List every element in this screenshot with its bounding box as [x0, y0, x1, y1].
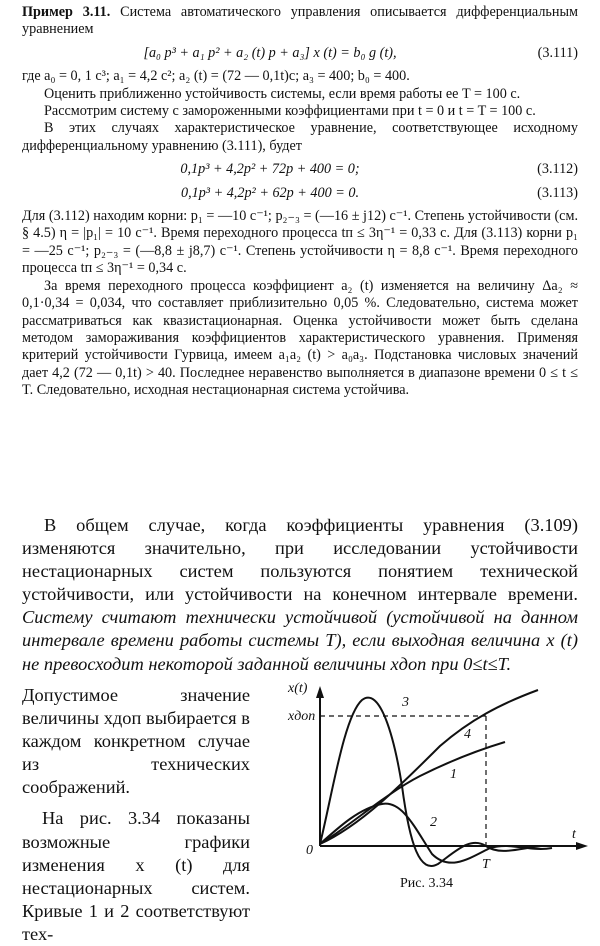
- equation-3-112: [22, 161, 578, 178]
- frozen-coeffs-line: Рассмотрим систему с замороженными коэффициентами при t = 0 и t = T = 100 с.: [44, 103, 536, 120]
- equation-3-111: [22, 45, 578, 62]
- definition-text: Систему считают технически устойчивой (устойчивой на данном интервале времени работы системы T), если выходная величина x (t) не превосходит некоторой заданной величины xдоп при 0≤t≤T.: [22, 607, 578, 674]
- t-label: T: [482, 857, 490, 872]
- example-section: [22, 4, 578, 400]
- x-axis-arrow: [576, 842, 588, 850]
- xdop-label: xдоп: [288, 709, 316, 724]
- y-axis-label: x(t): [288, 681, 308, 696]
- figure-3-34: [290, 676, 592, 898]
- equation-number: (3.113): [537, 184, 578, 201]
- intro-text: Система автоматического управления описывается дифференциальным уравнением: [22, 4, 578, 38]
- curve-1-label: 1: [450, 767, 457, 782]
- general-case-paragraph: [22, 514, 578, 676]
- equation-number: (3.112): [537, 161, 578, 178]
- curve-3: [320, 698, 542, 866]
- char-equation-line: В этих случаях характеристическое уравнение, соответствующее исходному дифференциальному уравнению (3.111), будет: [22, 120, 578, 154]
- equation-text: [a₀ p³ + a₁ p² + a₂ (t) p + a₃] x (t) = b₀ g (t),: [143, 44, 397, 61]
- figure-graph: [290, 676, 592, 898]
- equation-number: (3.111): [537, 44, 578, 61]
- technical-stability-section: [22, 514, 578, 676]
- general-case-text: В общем случае, когда коэффициенты уравнения (3.109) изменяются значительно, при исследовании устойчивости нестационарных систем пользуются понятием технической устойчивости, или устойчивости на конечном интервале времени.: [22, 515, 578, 605]
- coefficients-line: где a₀ = 0, 1 с³; a₁ = 4,2 с²; a₂ (t) = (72 — 0,1t)с; a₃ = 400; b₀ = 400.: [22, 68, 410, 85]
- bottom-left-text: [22, 684, 250, 946]
- coefficient-change-paragraph: За время переходного процесса коэффициент a₂ (t) изменяется на величину Δa₂ ≈ 0,1·0,34 = 0,034, что составляет приблизительно 0,05 %. Следовательно, система может рассматриваться как квазистационарная. Оценка устойчивости может быть сделана методом замораживания коэффициентов характеристического уравнения. Применяя критерий устойчивости Гурвица, имеем a₁a₂ (t) > a₀a₃. Подстановка числовых значений дает 4,2 (72 — 0,1t) > 40. Последнее неравенство выполняется в диапазоне времени 0 ≤ t ≤ T. Следовательно, исходная нестационарная система устойчива.: [22, 277, 578, 399]
- equation-text: 0,1p³ + 4,2p² + 62p + 400 = 0.: [180, 184, 360, 201]
- figure-caption: Рис. 3.34: [400, 876, 453, 891]
- x-axis-label: t: [572, 827, 576, 842]
- origin-label: 0: [306, 843, 313, 858]
- curve-2-label: 2: [430, 815, 437, 830]
- y-axis-arrow: [316, 686, 324, 698]
- equation-text: 0,1p³ + 4,2p² + 72p + 400 = 0;: [180, 161, 360, 178]
- allowed-value-paragraph: Допустимое значение величины xдоп выбирается в каждом конкретном случае из технических соображений.: [22, 685, 250, 798]
- example-intro: [22, 4, 578, 39]
- equation-3-113: [22, 185, 578, 202]
- curve-4-label: 4: [464, 727, 471, 742]
- figure-reference-paragraph: На рис. 3.34 показаны возможные графики изменения x (t) для нестационарных систем. Кривые 1 и 2 соответствуют тех-: [22, 808, 250, 944]
- roots-paragraph: Для (3.112) находим корни: p₁ = —10 с⁻¹; p₂₋₃ = (—16 ± j12) с⁻¹. Степень устойчивости (см. § 4.5) η = |p₁| = 10 с⁻¹. Время переходного процесса tп ≤ 3η⁻¹ = 0,33 с. Для (3.113) корни p₁ = —25 с⁻¹; p₂₋₃ = (—8,8 ± j8,7) с⁻¹. Степень устойчивости η = 8,8 с⁻¹. Время переходного процесса tп ≤ 3η⁻¹ = 0,34 с.: [22, 208, 578, 277]
- curve-3-label: 3: [402, 695, 409, 710]
- task-line: Оценить приближенно устойчивость системы, если время работы ее T = 100 с.: [44, 85, 521, 102]
- curve-2: [320, 804, 552, 863]
- example-title: Пример 3.11.: [22, 4, 111, 20]
